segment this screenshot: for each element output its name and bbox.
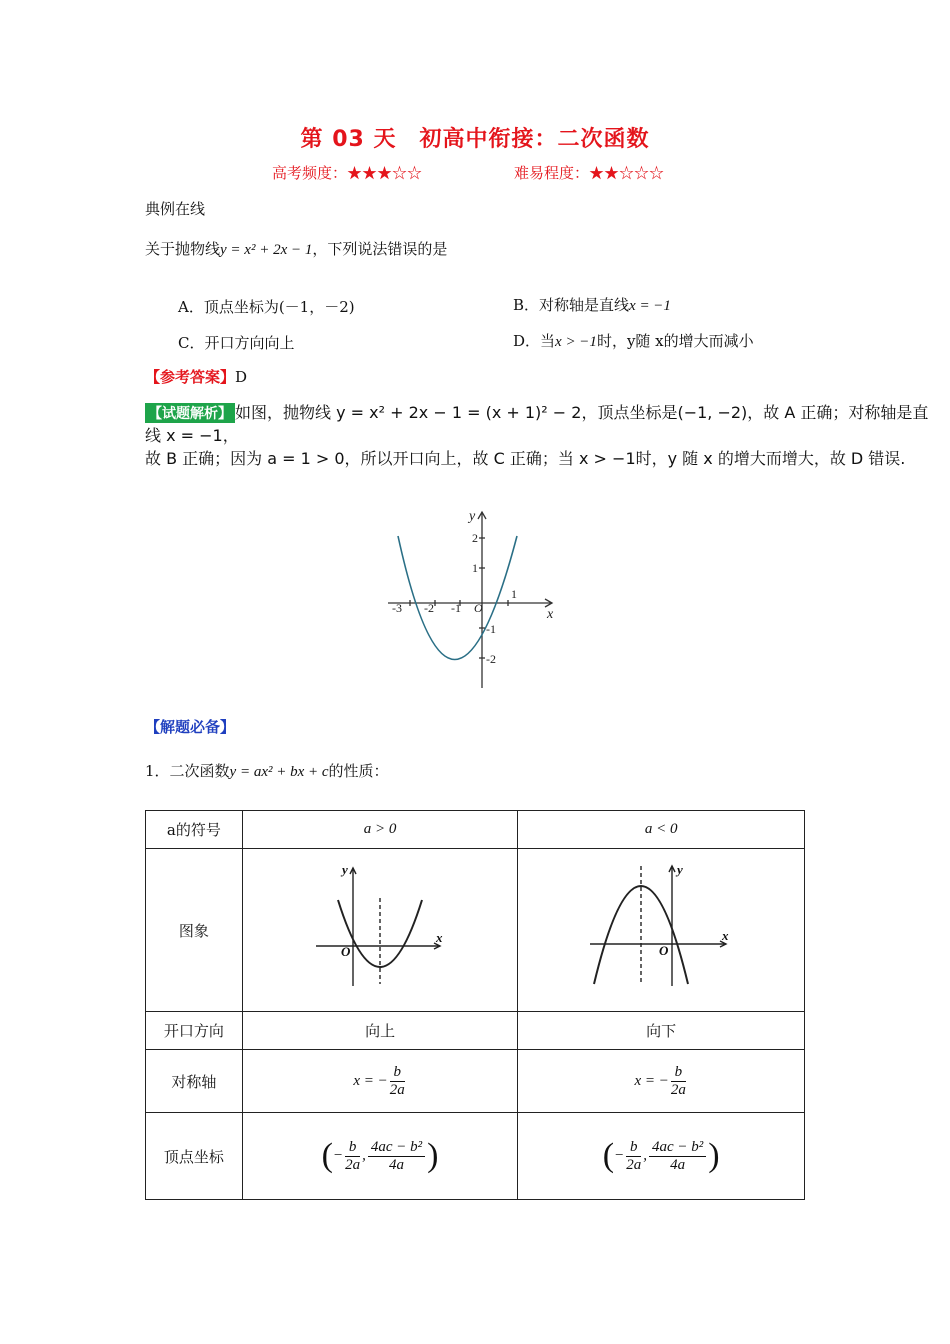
analysis-label: 【试题解析】 bbox=[145, 403, 235, 423]
option-d-pre: D．当 bbox=[513, 332, 556, 350]
cell-sign-label: a的符号 bbox=[146, 811, 243, 849]
x-tick-1: 1 bbox=[511, 587, 517, 601]
graph-y-label: y bbox=[342, 862, 348, 877]
section-example-heading: 典例在线 bbox=[145, 200, 206, 218]
parabola-curve bbox=[398, 536, 517, 660]
upward-parabola-graph bbox=[310, 858, 450, 998]
graph-y-label: y bbox=[677, 862, 683, 877]
graph-x-label: x bbox=[436, 930, 443, 945]
graph-origin-label: O bbox=[659, 943, 669, 958]
option-d-post: 时，y随 x的增大而减小 bbox=[596, 332, 754, 350]
cell-sign-pos: a > 0 bbox=[242, 811, 518, 849]
x-tick-minus1: -1 bbox=[451, 601, 461, 615]
cell-sign-neg: a < 0 bbox=[518, 811, 805, 849]
answer-line bbox=[145, 366, 247, 387]
table-row-open bbox=[146, 1012, 805, 1050]
option-d-math: x > −1 bbox=[555, 334, 597, 350]
properties-table bbox=[145, 810, 805, 1200]
cell-vertex-pos: (− $\frac{b}{2a}$ , $\frac{\text{4ac − b²}}{4a}$ ) bbox=[242, 1113, 518, 1200]
frequency-rating: 高考频度：★★★☆☆ bbox=[272, 164, 423, 182]
option-b bbox=[513, 294, 671, 315]
table-row-sign bbox=[146, 811, 805, 849]
page-title: 第 03 天 初高中衔接：二次函数 bbox=[300, 127, 650, 152]
difficulty-rating: 难易程度：★★☆☆☆ bbox=[514, 164, 665, 182]
cell-axis-neg: x = − $\frac{b}{2a}$ bbox=[518, 1050, 805, 1113]
cell-vertex-neg: (− $\frac{b}{2a}$ , $\frac{\text{4ac − b²}}{4a}$ ) bbox=[518, 1113, 805, 1200]
y-tick-2: 2 bbox=[472, 531, 478, 545]
downward-parabola-graph bbox=[586, 858, 736, 998]
cell-axis-label: 对称轴 bbox=[146, 1050, 243, 1113]
cell-image-label: 图象 bbox=[146, 849, 243, 1012]
analysis-text-1: 如图，抛物线 y = x² + 2x − 1 = (x + 1)² − 2，顶点坐标是(−1, −2)，故 A 正确；对称轴是直线 x = −1， bbox=[145, 403, 929, 445]
cell-open-label: 开口方向 bbox=[146, 1012, 243, 1050]
question-prefix: 关于抛物线 bbox=[145, 240, 221, 258]
cell-open-neg: 向下 bbox=[518, 1012, 805, 1050]
cell-image-neg bbox=[518, 849, 805, 1012]
graph-y-label: y bbox=[469, 509, 476, 524]
item-1-prefix: 1．二次函数 bbox=[145, 762, 230, 780]
y-tick-minus1: -1 bbox=[486, 622, 496, 636]
option-c: C．开口方向向上 bbox=[178, 334, 295, 352]
graph-x-label: x bbox=[547, 607, 554, 622]
question-formula: y = x² + 2x − 1 bbox=[220, 242, 313, 258]
y-tick-1: 1 bbox=[472, 561, 478, 575]
analysis-line-2: 故 B 正确；因为 a = 1 > 0，所以开口向上，故 C 正确；当 x > −1时，y 随 x 的增大而增大，故 D 错误. bbox=[145, 449, 906, 468]
example-parabola-graph bbox=[380, 500, 565, 692]
x-tick-minus3: -3 bbox=[392, 601, 402, 615]
cell-image-pos bbox=[242, 849, 518, 1012]
option-b-text: B．对称轴是直线 bbox=[513, 296, 630, 314]
item-1-text bbox=[145, 760, 389, 781]
question-suffix: ，下列说法错误的是 bbox=[312, 240, 448, 258]
answer-label: 【参考答案】 bbox=[145, 368, 236, 386]
item-1-suffix: 的性质： bbox=[328, 762, 389, 780]
table-row-vertex bbox=[146, 1113, 805, 1200]
graph-origin: O bbox=[474, 601, 483, 615]
cell-vertex-label: 顶点坐标 bbox=[146, 1113, 243, 1200]
table-row-axis bbox=[146, 1050, 805, 1113]
answer-value: D bbox=[235, 368, 248, 386]
option-d bbox=[513, 330, 754, 351]
x-tick-minus2: -2 bbox=[424, 601, 434, 615]
cell-open-pos: 向上 bbox=[242, 1012, 518, 1050]
graph-origin-label: O bbox=[341, 944, 351, 959]
question-text bbox=[145, 238, 447, 259]
option-b-math: x = −1 bbox=[629, 298, 671, 314]
graph-x-label: x bbox=[722, 928, 729, 943]
analysis-line-1 bbox=[145, 400, 935, 446]
cell-axis-pos: x = − $\frac{b}{2a}$ bbox=[242, 1050, 518, 1113]
table-row-image bbox=[146, 849, 805, 1012]
option-a: A．顶点坐标为(－1，－2) bbox=[178, 298, 355, 316]
y-tick-minus2: -2 bbox=[486, 652, 496, 666]
prep-heading: 【解题必备】 bbox=[145, 718, 236, 736]
item-1-formula: y = ax² + bx + c bbox=[229, 764, 329, 780]
